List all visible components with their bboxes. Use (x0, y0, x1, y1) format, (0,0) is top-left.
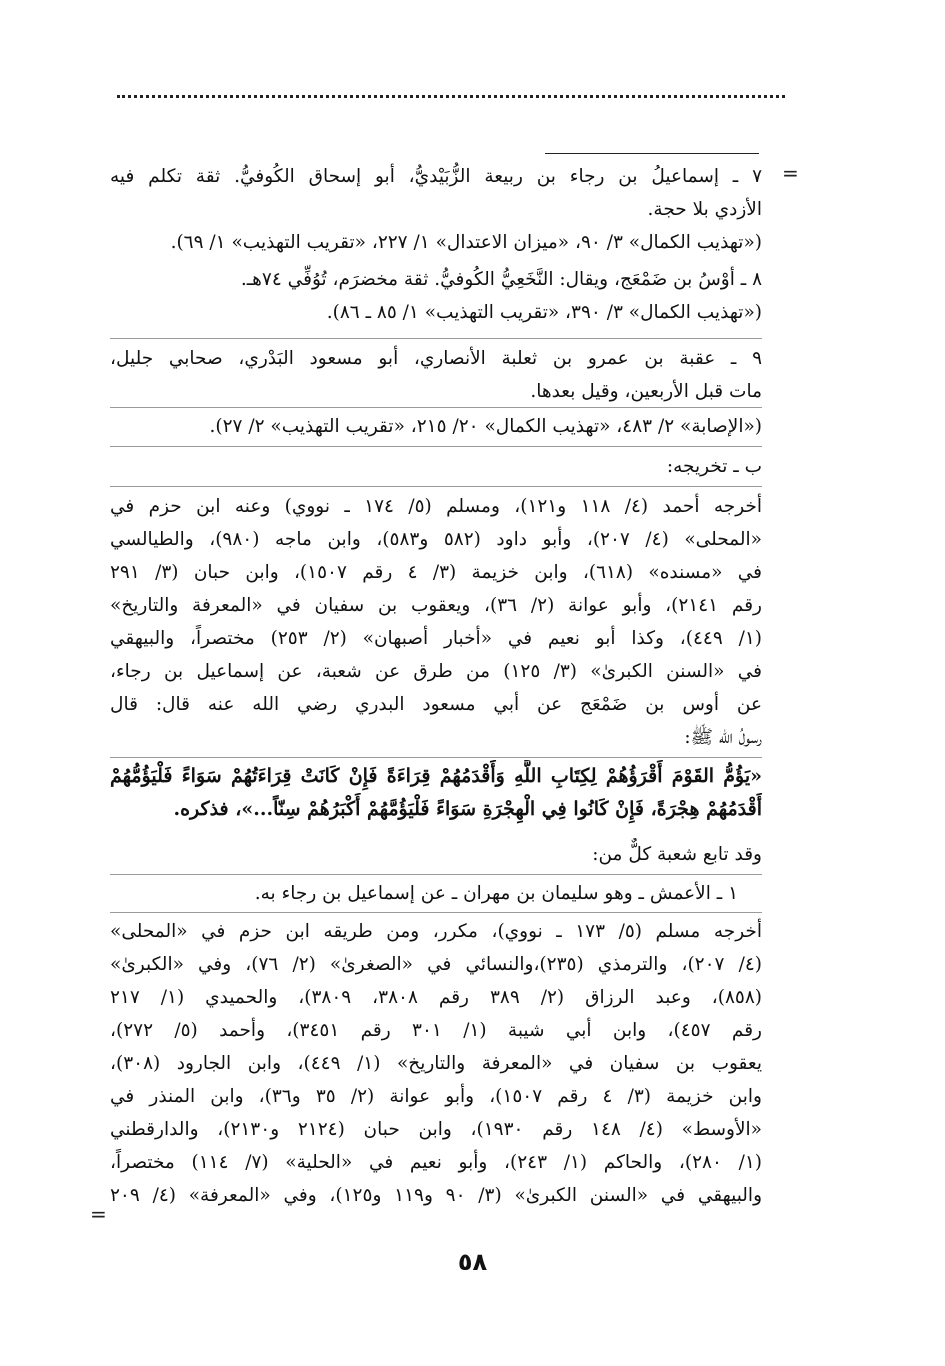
paragraph-line: وقد تابع شعبة كلٌّ من: (592, 844, 762, 865)
paragraph-line: رسولُ الله ﷺ: (684, 727, 762, 748)
follower-1-paragraph (110, 915, 762, 1212)
divider (110, 446, 762, 447)
footnote-line: ٩ ـ عقبة بن عمرو بن ثعلبة الأنصاري، أبو مسعود البَدْري، صحابي جليل، (110, 348, 762, 369)
paragraph-line: «الأوسط» (٤/ ١٤٨ رقم ١٩٣٠)، وابن حبان (٢١٢٤ و٢١٣٠)، والدارقطني (110, 1119, 762, 1140)
continuation-mark-bottom: = (90, 1202, 107, 1226)
divider (110, 874, 762, 875)
hadith-text (110, 760, 762, 826)
paragraph-line: والبيهقي في «السنن الكبرىٰ» (٣/ ٩٠ و١١٩ و١٢٥)، وفي «المعرفة» (٤/ ٢٠٩ (110, 1185, 762, 1206)
divider (110, 338, 762, 339)
page-number: ٥٨ (457, 1248, 488, 1276)
paragraph-line: في «مسنده» (٦١٨)، وابن خزيمة (٣/ ٤ رقم ١٥٠٧)، وابن حبان (٣/ ٢٩١ (110, 562, 762, 583)
footnote-reference: («الإصابة» ٢/ ٤٨٣، «تهذيب الكمال» ٢٠/ ٢١٥، «تقريب التهذيب» ٢/ ٢٧). (209, 416, 762, 437)
footnote-9 (110, 342, 762, 408)
footnote-rule (545, 153, 759, 154)
followers-intro (110, 838, 762, 871)
footnote-reference: («تهذيب الكمال» ٣/ ٩٠، «ميزان الاعتدال» ١/ ٢٢٧، «تقريب التهذيب» ١/ ٦٩). (170, 232, 762, 253)
footnote-line: ٧ ـ إسماعيلُ بن رجاء بن ربيعة الزُّبَيْديُّ، أبو إسحاق الكُوفيُّ. ثقة تكلم فيه (110, 166, 762, 187)
hadith-line: أَقْدَمُهُمْ هِجْرَةً، فَإِنْ كَانُوا فِي الْهِجْرَةِ سَوَاءً فَلْيَؤُمَّهُمْ أَكْبَرُهُمْ سِنّاً...»، فذكره. (173, 798, 762, 820)
paragraph-line: «المحلى» (٤/ ٢٠٧)، وأبو داود (٥٨٢ و٥٨٣)، وابن ماجه (٩٨٠)، والطيالسي (110, 529, 762, 550)
footnote-9-reference (110, 410, 762, 443)
footnote-7 (110, 160, 762, 259)
footnote-reference: («تهذيب الكمال» ٣/ ٣٩٠، «تقريب التهذيب» ١/ ٨٥ ـ ٨٦). (326, 302, 762, 323)
paragraph-line: أخرجه أحمد (٤/ ١١٨ و١٢١)، ومسلم (٥/ ١٧٤ ـ نووي) وعنه ابن حزم في (110, 496, 762, 517)
divider (110, 757, 762, 758)
paragraph-line: في «السنن الكبرىٰ» (٣/ ١٢٥) من طرق عن شعبة، عن إسماعيل بن رجاء، (110, 661, 762, 682)
footnote-8 (110, 263, 762, 329)
footnote-line: مات قبل الأربعين، وقيل بعدها. (530, 381, 762, 402)
divider (110, 486, 762, 487)
paragraph-line: وابن خزيمة (٣/ ٤ رقم ١٥٠٧)، وأبو عوانة (٢/ ٣٥ و٣٦)، وابن المنذر في (110, 1086, 762, 1107)
footnote-line: الأزدي بلا حجة. (647, 199, 762, 220)
paragraph-line: يعقوب بن سفيان في «المعرفة والتاريخ» (١/ ٤٤٩)، وابن الجارود (٣٠٨)، (110, 1053, 762, 1074)
section-heading (110, 450, 762, 483)
paragraph-line: رقم ٢١٤١)، وأبو عوانة (٢/ ٣٦)، ويعقوب بن سفيان في «المعرفة والتاريخ» (110, 595, 762, 616)
paragraph-line: (٨٥٨)، وعبد الرزاق (٢/ ٣٨٩ رقم ٣٨٠٨، ٣٨٠٩)، والحميدي (١/ ٢١٧ (110, 987, 762, 1008)
divider (110, 407, 762, 408)
divider (110, 912, 762, 913)
list-item: ١ ـ الأعمش ـ وهو سليمان بن مهران ـ عن إسماعيل بن رجاء به. (254, 883, 738, 904)
paragraph-line: عن أوس بن ضَمْعَج عن أبي مسعود البدري رضي الله عنه قال: قال (110, 694, 762, 715)
takhrij-paragraph (110, 490, 762, 754)
follower-1 (110, 877, 762, 910)
paragraph-line: رقم ٤٥٧)، وابن أبي شيبة (١/ ٣٠١ رقم ٣٤٥١)، وأحمد (٥/ ٢٧٢)، (110, 1020, 762, 1041)
paragraph-line: (٤/ ٢٠٧)، والترمذي (٢٣٥)،والنسائي في «الصغرىٰ» (٢/ ٧٦)، وفي «الكبرىٰ» (110, 954, 762, 975)
hadith-line: «يَؤُمُّ القَوْمَ أَقْرَؤُهُمْ لِكِتَابِ اللَّهِ وَأَقْدَمُهُمْ قِرَاءَةً فَإِنْ كَانَتْ قِرَاءَتُهُمْ سَوَاءً فَلْيَؤُمُّهُمْ (110, 765, 762, 787)
paragraph-line: (١/ ٢٨٠)، والحاكم (١/ ٢٤٣)، وأبو نعيم في «الحلية» (٧/ ١١٤) مختصراً، (110, 1152, 762, 1173)
continuation-mark-top: = (782, 161, 799, 185)
dotted-separator (117, 95, 785, 98)
paragraph-line: (١/ ٤٤٩)، وكذا أبو نعيم في «أخبار أصبهان» (٢/ ٢٥٣) مختصراً، والبيهقي (110, 628, 762, 649)
section-title: ب ـ تخريجه: (666, 456, 762, 477)
footnote-line: ٨ ـ أوْسُ بن ضَمْعَج، ويقال: النَّخَعِيُّ الكُوفيُّ. ثقة مخضرَم، تُوُفِّي ٧٤هـ. (240, 269, 762, 290)
paragraph-line: أخرجه مسلم (٥/ ١٧٣ ـ نووي)، مكرر، ومن طريقه ابن حزم في «المحلى» (110, 921, 762, 942)
